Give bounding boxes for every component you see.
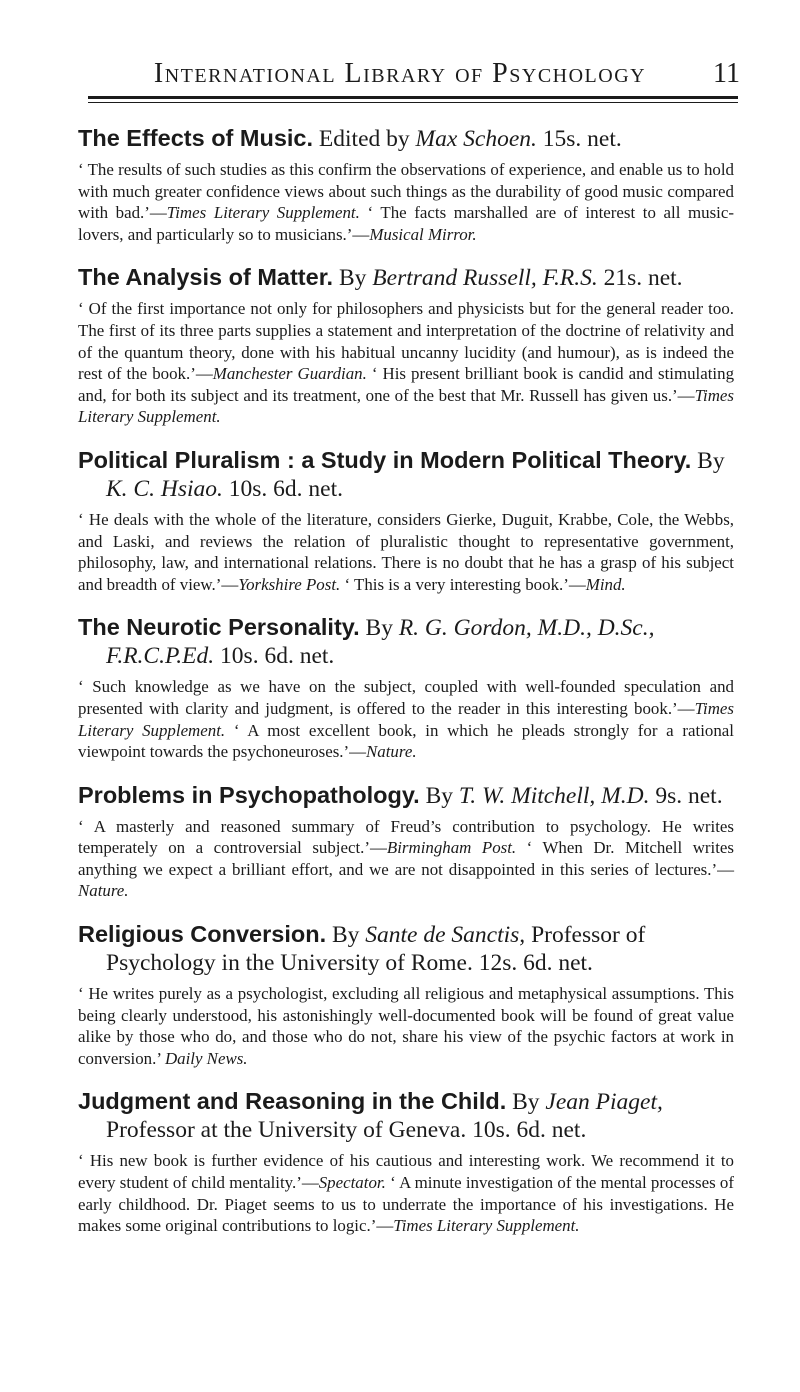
review-quote: ‘ Such knowledge as we have on the subject, coupled with well-founded speculation and presented with clarity and judgment, is offered to the reader in this interesting book.’— (78, 677, 734, 718)
review-source: Musical Mirror. (369, 224, 477, 244)
book-author: Sante de Sanctis, (365, 922, 526, 949)
book-heading (78, 781, 734, 810)
book-list (78, 124, 734, 1255)
book-price: 10s. 6d. net. (222, 475, 343, 502)
credit-prefix: By (425, 782, 459, 809)
review-source: Times Literary Supplement. (393, 1216, 580, 1236)
book-author: Max Schoen. (415, 126, 537, 152)
review-source: Times Literary Supplement. (166, 203, 360, 223)
book-price: Professor of Psychology in the University of Rome. 12s. 6d. net. (106, 922, 646, 977)
review-text (78, 1150, 734, 1236)
book-author: T. W. Mitchell, M.D. (458, 782, 650, 809)
book-entry (78, 1087, 734, 1236)
book-title: Political Pluralism : a Study in Modern Political Theory. (78, 446, 692, 473)
review-quote: ‘ This is a very interesting book.’— (340, 574, 586, 594)
review-text (78, 159, 734, 245)
credit-prefix: By (697, 447, 725, 474)
book-entry (78, 263, 734, 428)
review-quote: ‘ A masterly and reasoned summary of Freud’s contribution to psychology. He writes temperately on a controversial subject.’— (78, 816, 734, 858)
book-title: Religious Conversion. (78, 921, 327, 948)
review-source: Yorkshire Post. (238, 574, 341, 594)
review-text (78, 816, 734, 902)
review-quote: ‘ His new book is further evidence of his cautious and interesting work. We recommend it to every student of child mentality.’— (78, 1151, 734, 1193)
book-price: 21s. net. (597, 265, 683, 292)
book-price: 10s. 6d. net. (214, 643, 335, 670)
review-source: Times Literary Supplement. (78, 385, 734, 427)
page-number: 11 (713, 58, 740, 89)
book-entry (78, 446, 734, 595)
book-title: The Analysis of Matter. (78, 264, 334, 291)
book-author: K. C. Hsiao. (106, 475, 223, 502)
book-heading (78, 1087, 734, 1144)
review-text (78, 983, 734, 1069)
book-entry (78, 781, 734, 902)
review-source: Birmingham Post. (386, 838, 517, 858)
header-rule-thick (88, 96, 738, 99)
book-price: 15s. net. (536, 126, 622, 152)
book-heading (78, 920, 734, 977)
credit-prefix: By (512, 1089, 546, 1116)
review-quote: ‘ Of the first importance not only for philosophers and physicists but for the general reader too. The first of its three parts supplies a statement and interpretation of the doctrine of relativity and of the quantum theory, done with his habitual uncanny lucidity (and humour), as is indeed the rest of the book.’— (78, 299, 734, 384)
book-heading (78, 613, 734, 670)
header-rule-thin (88, 102, 738, 103)
book-title: Problems in Psychopathology. (78, 781, 420, 808)
credit-prefix: Edited by (318, 126, 416, 152)
review-source: Nature. (366, 742, 417, 762)
book-price: 9s. net. (649, 782, 723, 809)
book-heading (78, 263, 734, 292)
review-quote: ‘ A minute investigation of the mental processes of early childhood. Dr. Piaget seems to us to underrate the importance of his investigations. He makes some original contributions to logic.’— (78, 1173, 735, 1236)
book-entry (78, 613, 734, 762)
book-title: Judgment and Reasoning in the Child. (78, 1088, 507, 1115)
book-heading (78, 446, 734, 503)
review-quote: ‘ His present brilliant book is candid and stimulating and, for both its subject and its treatment, one of the best that Mr. Russell has given us.’— (78, 364, 735, 405)
review-source: Times Literary Supplement. (78, 698, 734, 740)
review-source: Manchester Guardian. (212, 364, 367, 384)
review-text (78, 676, 734, 762)
review-quote: ‘ The results of such studies as this confirm the observations of experience, and enable us to hold with much greater confidence views about such things as the durability of good music compared with bad.’— (78, 160, 734, 223)
running-title: International Library of Psychology (153, 58, 647, 89)
book-price: Professor at the University of Geneva. 10s. 6d. net. (106, 1117, 587, 1144)
book-author: R. G. Gordon, M.D., D.Sc., F.R.C.P.Ed. (106, 615, 655, 670)
review-quote: ‘ He writes purely as a psychologist, excluding all religious and metaphysical assumptions. This being clearly understood, his astonishingly well-documented book will be found of great value alike by those who do, and those who do not, share his view of the psychic factors at work in conversion.’ (78, 984, 734, 1068)
review-source: Spectator. (318, 1173, 386, 1193)
book-entry (78, 920, 734, 1069)
review-source: Mind. (585, 574, 626, 594)
review-quote: ‘ The facts marshalled are of interest to all music-lovers, and particularly so to musicians.’— (78, 203, 734, 244)
book-author: Bertrand Russell, F.R.S. (372, 265, 598, 292)
credit-prefix: By (365, 615, 399, 642)
book-title: The Neurotic Personality. (78, 614, 360, 641)
book-title: The Effects of Music. (78, 125, 314, 151)
review-text (78, 509, 734, 595)
book-heading (78, 124, 734, 153)
running-head (60, 58, 740, 98)
review-quote: ‘ He deals with the whole of the literature, considers Gierke, Duguit, Krabbe, Cole, the Webbs, and Laski, and reviews the relation of pluralistic thought to representative government, philosophy, law, and international relations. There is no doubt that he has a grasp of his subject and breadth of view.’— (78, 509, 734, 594)
review-quote: ‘ When Dr. Mitchell writes anything we expect a brilliant effort, and we are not disappointed in this series of lectures.’— (78, 838, 734, 879)
credit-prefix: By (331, 922, 366, 949)
book-author: Jean Piaget, (545, 1089, 663, 1116)
review-source: Nature. (78, 881, 129, 901)
review-source: Daily News. (164, 1048, 248, 1068)
review-quote: ‘ A most excellent book, in which he pleads strongly for a rational viewpoint towards the psychoneuroses.’— (78, 720, 734, 762)
credit-prefix: By (338, 265, 373, 292)
book-entry (78, 124, 734, 245)
review-text (78, 298, 734, 428)
